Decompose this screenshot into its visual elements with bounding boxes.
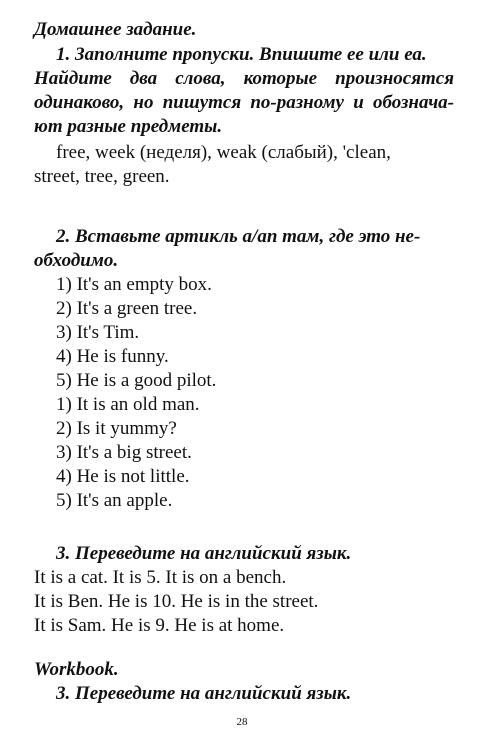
task1-words-line-2: street, tree, green. [34, 166, 170, 187]
task2-item: 4) He is funny. [56, 346, 169, 367]
task2-item: 2) It's a green tree. [56, 298, 198, 319]
task1-line-4: ют разные предметы. [34, 116, 223, 137]
task2-item: 3) It's a big street. [56, 442, 192, 463]
page-number: 28 [236, 716, 248, 728]
task3-line-2: It is Ben. He is 10. He is in the street. [34, 591, 319, 612]
homework-heading: Домашнее задание. [34, 19, 197, 40]
workbook-heading: Workbook. [34, 659, 119, 680]
task1-line-3: одинаково, но пишутся по-разному и обознача- [34, 92, 454, 113]
task1-line-2: Найдите два слова, которые произносятся [34, 68, 454, 89]
task2-line-1: 2. Вставьте артикль a/an там, где это не- [56, 226, 421, 247]
task2-line-2: обходимо. [34, 250, 119, 271]
task2-item: 2) Is it yummy? [56, 418, 177, 439]
task3-title: 3. Переведите на английский язык. [56, 543, 352, 564]
task3-line-3: It is Sam. He is 9. He is at home. [34, 615, 285, 636]
task2-item: 5) He is a good pilot. [56, 370, 217, 391]
task2-item: 5) It's an apple. [56, 490, 173, 511]
workbook-task-title: 3. Переведите на английский язык. [56, 683, 352, 704]
task2-item: 4) He is not little. [56, 466, 190, 487]
task2-item: 1) It's an empty box. [56, 274, 212, 295]
task2-item: 3) It's Tim. [56, 322, 140, 343]
task1-words-line-1: free, week (неделя), weak (слабый), 'clean, [56, 142, 391, 163]
task1-line-1: 1. Заполните пропуски. Впишите ее или еа. [56, 44, 427, 65]
task2-item: 1) It is an old man. [56, 394, 200, 415]
task3-line-1: It is a cat. It is 5. It is on a bench. [34, 567, 287, 588]
